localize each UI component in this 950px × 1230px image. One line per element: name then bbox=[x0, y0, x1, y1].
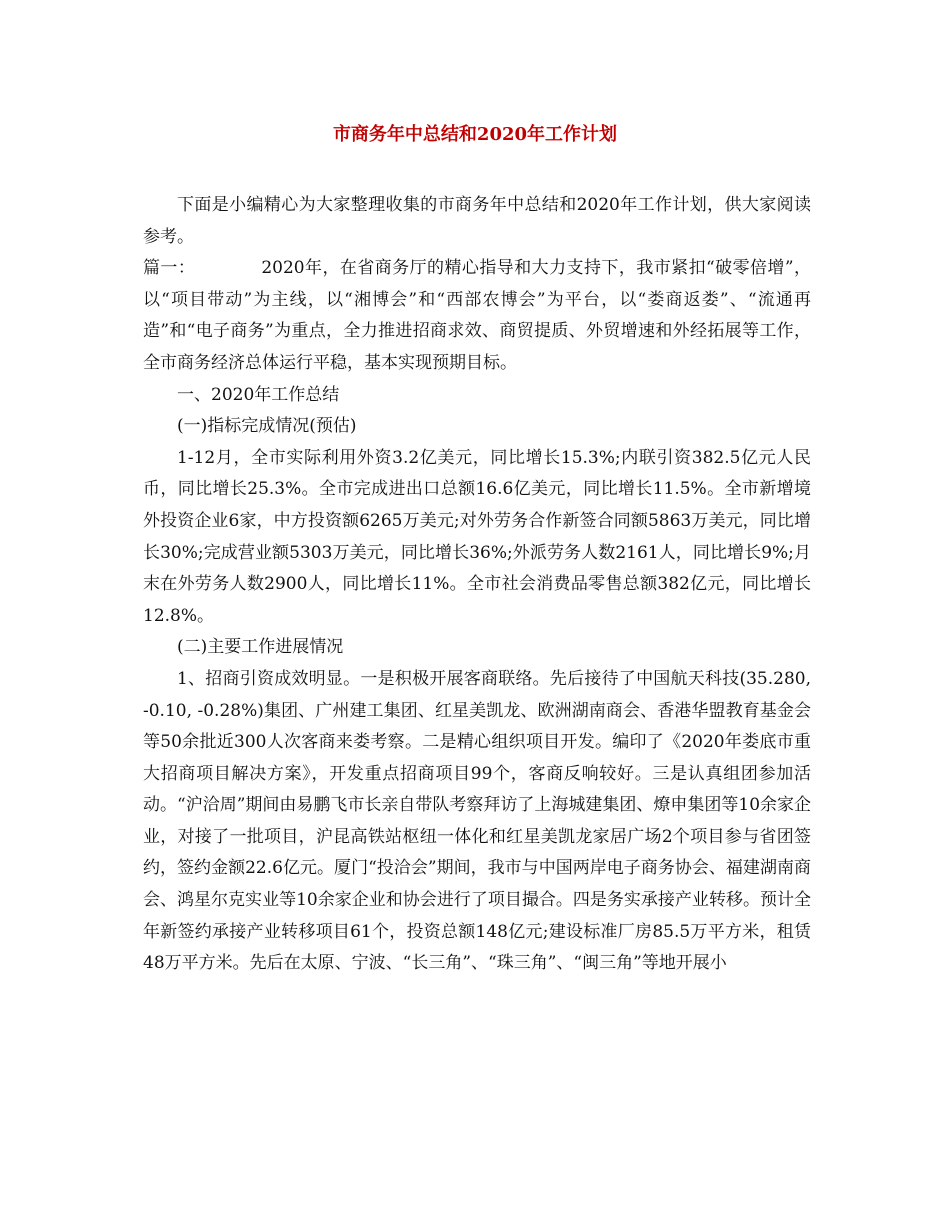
part-label: 篇一： bbox=[143, 258, 196, 279]
intro-paragraph: 下面是小编精心为大家整理收集的市商务年中总结和2020年工作计划，供大家阅读参考。 bbox=[143, 195, 811, 247]
part-text: 2020年，在省商务厅的精心指导和大力支持下，我市紧扣“破零倍增”，以“项目带动”为主线，以“湘博会”和“西部农博会”为平台，以“娄商返娄”、“流通再造”和“电子商务”为重点，全力推进招商求效、商贸提质、外贸增速和外经拓展等工作，全市商务经济总体运行平稳，基本实现预期目标。 bbox=[143, 258, 811, 373]
stats-paragraph: 1-12月，全市实际利用外资3.2亿美元，同比增长15.3%;内联引资382.5亿元人民币，同比增长25.3%。全市完成进出口总额16.6亿美元，同比增长11.5%。全市新增境外投资企业6家，中方投资额6265万美元;对外劳务合作新签合同额5863万美元，同比增长30%;完成营业额5303万美元，同比增长36%;外派劳务人数2161人，同比增长9%;月末在外劳务人数2900人，同比增长11%。全市社会消费品零售总额382亿元，同比增长12.8%。 bbox=[143, 447, 811, 626]
document-body bbox=[143, 190, 811, 980]
subsection-heading-indicators: (一)指标完成情况(预估) bbox=[177, 416, 357, 437]
document-title: 市商务年中总结和2020年工作计划 bbox=[332, 124, 618, 145]
part-one-paragraph bbox=[143, 253, 811, 379]
investment-paragraph: 1、招商引资成效明显。一是积极开展客商联络。先后接待了中国航天科技(35.280, -0.10, -0.28%)集团、广州建工集团、红星美凯龙、欧洲湖南商会、香港华盟教育基金会等50余批近300人次客商来娄考察。二是精心组织项目开发。编印了《2020年娄底市重大招商项目解决方案》，开发重点招商项目99个，客商反响较好。三是认真组团参加活动。“沪洽周”期间由易鹏飞市长亲自带队考察拜访了上海城建集团、燎申集团等10余家企业，对接了一批项目，沪昆高铁站枢纽一体化和红星美凯龙家居广场2个项目参与省团签约，签约金额22.6亿元。厦门“投洽会”期间，我市与中国两岸电子商务协会、福建湖南商会、鸿星尔克实业等10余家企业和协会进行了项目撮合。四是务实承接产业转移。预计全年新签约承接产业转移项目61个，投资总额148亿元;建设标准厂房85.5万平方米，租赁48万平方米。先后在太原、宁波、“长三角”、“珠三角”、“闽三角”等地开展小 bbox=[143, 668, 812, 974]
subsection-heading-progress: (二)主要工作进展情况 bbox=[177, 637, 344, 658]
section-heading-summary: 一、2020年工作总结 bbox=[177, 384, 340, 405]
